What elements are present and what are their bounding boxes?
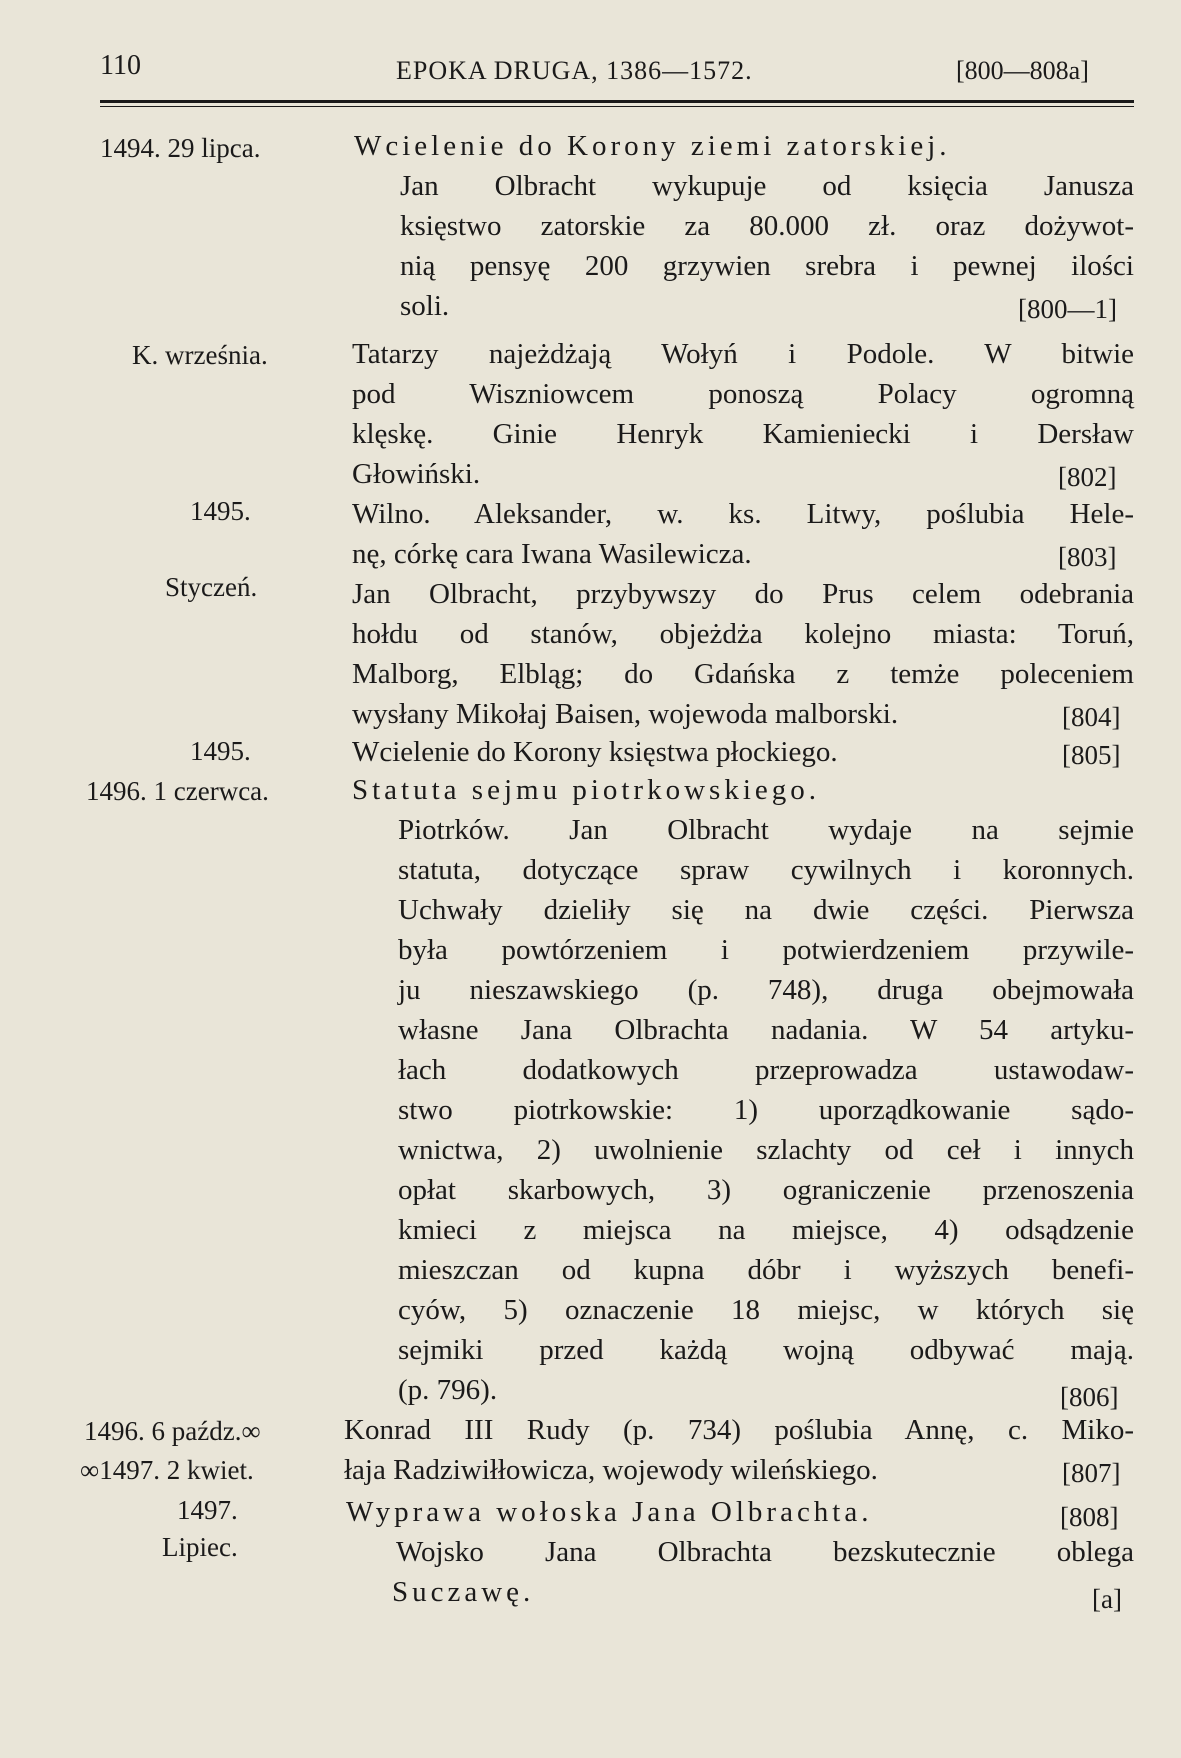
text-line: Uchwały dzieliły się na dwie części. Pierwsza: [398, 894, 1134, 926]
text-line: Wojsko Jana Olbrachta bezskutecznie oblega: [396, 1536, 1134, 1568]
entry-ref: [a]: [1092, 1584, 1122, 1614]
entry-heading: Statuta sejmu piotrkowskiego.: [352, 774, 820, 806]
entry-date: 1496. 6 paźdz.∞: [84, 1416, 261, 1446]
entry-range: [800—808a]: [956, 56, 1089, 85]
text-line: cyów, 5) oznaczenie 18 miejsc, w których się: [398, 1294, 1134, 1326]
entry-ref: [808]: [1060, 1502, 1119, 1532]
text-line: Jan Olbracht, przybywszy do Prus celem odebrania: [352, 578, 1134, 610]
text-line: łaja Radziwiłłowicza, wojewody wileńskiego.: [344, 1454, 878, 1486]
text-line: mieszczan od kupna dóbr i wyższych benefi-: [398, 1254, 1134, 1286]
text-line: Konrad III Rudy (p. 734) poślubia Annę, c. Miko-: [344, 1414, 1134, 1446]
page-number: 110: [100, 50, 141, 81]
entry-date: 1496. 1 czerwca.: [86, 776, 269, 806]
entry-heading: Wyprawa wołoska Jana Olbrachta.: [346, 1496, 873, 1528]
text-line: była powtórzeniem i potwierdzeniem przywile-: [398, 934, 1134, 966]
entry-date: 1497.: [177, 1495, 238, 1525]
running-header: [0, 44, 1181, 90]
text-line: sejmiki przed każdą wojną odbywać mają.: [398, 1334, 1134, 1366]
entry-date: Styczeń.: [165, 572, 258, 602]
entry-ref: [804]: [1062, 702, 1121, 732]
entry-date: 1495.: [190, 496, 251, 526]
entry-date: 1494. 29 lipca.: [100, 133, 261, 163]
text-line: wysłany Mikołaj Baisen, wojewoda malborski.: [352, 698, 899, 730]
header-rule-thick: [100, 100, 1134, 103]
text-line: opłat skarbowych, 3) ograniczenie przenoszenia: [398, 1174, 1134, 1206]
text-line: Jan Olbracht wykupuje od księcia Janusza: [400, 170, 1134, 202]
text-line: hołdu od stanów, objeżdża kolejno miasta: Toruń,: [352, 618, 1134, 650]
entry-date: K. września.: [132, 340, 268, 370]
text-line: Wcielenie do Korony księstwa płockiego.: [352, 736, 838, 768]
header-rule-thin: [100, 106, 1134, 107]
text-line: klęskę. Ginie Henryk Kamieniecki i Dersław: [352, 418, 1134, 450]
text-line: Malborg, Elbląg; do Gdańska z temże poleceniem: [352, 658, 1134, 690]
text-line: Wilno. Aleksander, w. ks. Litwy, poślubia Hele-: [352, 498, 1134, 530]
text-line: stwo piotrkowskie: 1) uporządkowanie sądo-: [398, 1094, 1134, 1126]
text-line: Głowiński.: [352, 458, 481, 490]
entry-ref: [807]: [1062, 1458, 1121, 1488]
entry-ref: [805]: [1062, 740, 1121, 770]
text-line: Suczawę.: [392, 1576, 535, 1608]
entry-date: ∞1497. 2 kwiet.: [80, 1455, 254, 1485]
entry-date: Lipiec.: [162, 1532, 238, 1562]
text-line: Tatarzy najeżdżają Wołyń i Podole. W bitwie: [352, 338, 1134, 370]
text-line: łach dodatkowych przeprowadza ustawodaw-: [398, 1054, 1134, 1086]
text-line: (p. 796).: [398, 1374, 498, 1406]
entry-ref: [802]: [1058, 462, 1117, 492]
text-line: kmieci z miejsca na miejsce, 4) odsądzenie: [398, 1214, 1134, 1246]
entry-date: 1495.: [190, 736, 251, 766]
text-line: nią pensyę 200 grzywien srebra i pewnej ilości: [400, 250, 1134, 282]
entry-ref: [800—1]: [1018, 294, 1117, 324]
text-line: soli.: [400, 290, 450, 322]
entry-ref: [803]: [1058, 542, 1117, 572]
text-line: pod Wiszniowcem ponoszą Polacy ogromną: [352, 378, 1134, 410]
text-line: statuta, dotyczące spraw cywilnych i koronnych.: [398, 854, 1134, 886]
text-line: księstwo zatorskie za 80.000 zł. oraz dożywot-: [400, 210, 1134, 242]
entry-heading: Wcielenie do Korony ziemi zatorskiej.: [354, 130, 951, 162]
running-title: EPOKA DRUGA, 1386—1572.: [396, 56, 753, 85]
text-line: Piotrków. Jan Olbracht wydaje na sejmie: [398, 814, 1134, 846]
text-line: własne Jana Olbrachta nadania. W 54 artyku-: [398, 1014, 1134, 1046]
text-line: wnictwa, 2) uwolnienie szlachty od ceł i innych: [398, 1134, 1134, 1166]
text-line: nę, córkę cara Iwana Wasilewicza.: [352, 538, 752, 570]
entry-ref: [806]: [1060, 1382, 1119, 1412]
text-line: ju nieszawskiego (p. 748), druga obejmowała: [398, 974, 1134, 1006]
